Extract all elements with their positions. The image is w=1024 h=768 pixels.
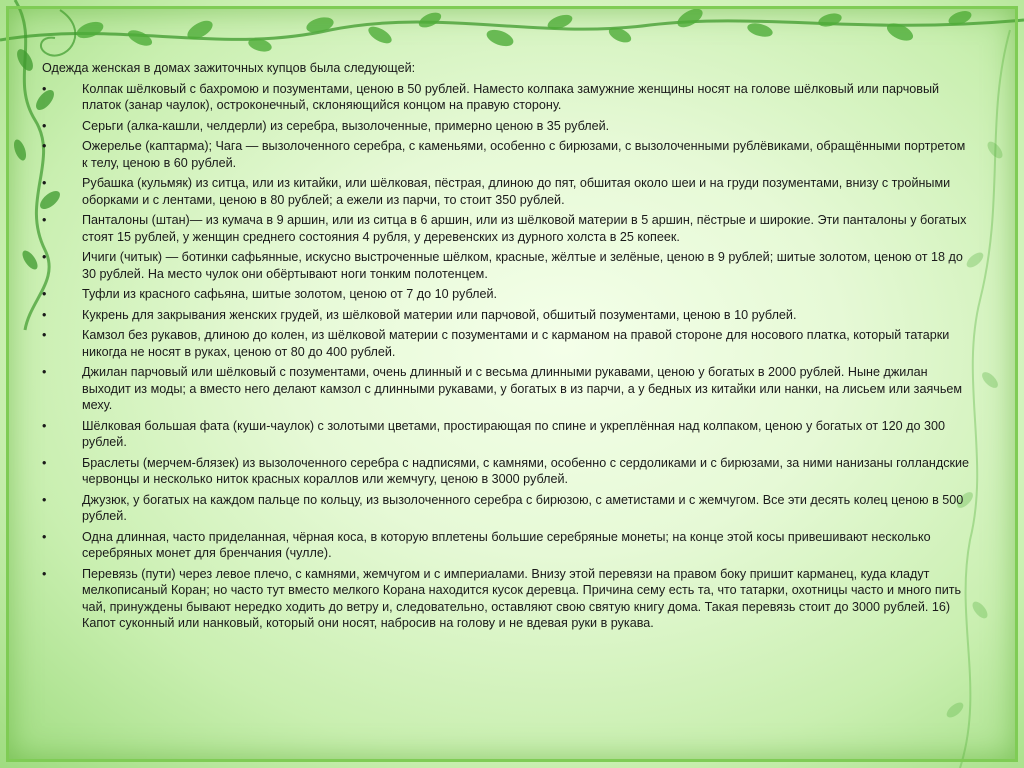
list-item: • Шёлковая большая фата (куши-чаулок) с золотыми цветами, простирающая по спине и укреплённая над колпаком, ценою у богатых от 120 до 300 рублей. — [42, 418, 972, 451]
list-item: • Панталоны (штан)— из кумача в 9 аршин, или из ситца в 6 аршин, или из шёлковой материи в 5 аршин, пёстрые и широкие. Эти панталоны у богатых стоят 15 рублей, у женщин среднего состояния 4 рубля, у деревенских из дурного холста в 25 копеек. — [42, 212, 972, 245]
list-item: • Ичиги (читык) — ботинки сафьянные, искусно выстроченные шёлком, красные, жёлтые и зелёные, ценою в 9 рублей; шитые золотом, ценою от 18 до 30 рублей. На место чулок они обёртывают ноги тонким полотенцем. — [42, 249, 972, 282]
list-item: • Ожерелье (каптарма); Чага — вызолоченного серебра, с каменьями, особенно с бирюзами, с вызолоченными рублёвиками, обращёнными портретом к телу, ценою в 60 рублей. — [42, 138, 972, 171]
list-item: • Перевязь (пути) через левое плечо, с камнями, жемчугом и с империалами. Внизу этой перевязи на правом боку пришит карманец, куда кладут мелкописаный Коран; но часто тут вместо мелкого Корана находится кусок деревца. Причина сему есть та, что татарки, охотницы часто и много пить чай, принуждены бывают нередко ходить до ветру и, следовательно, оставляют свою святую книгу дома. Такая перевязь стоит до 3000 рублей. 16) Капот суконный или нанковый, который они носят, набросив на голову и не вдевая руки в рукава. — [42, 566, 972, 632]
list-item: • Джузюк, у богатых на каждом пальце по кольцу, из вызолоченного серебра с бирюзою, с аметистами и с жемчугом. Все эти десять колец ценою в 500 рублей. — [42, 492, 972, 525]
list-item: • Камзол без рукавов, длиною до колен, из шёлковой материи с позументами и с карманом на правой стороне для носового платка, который татарки никогда не носят в руках, ценою от 80 до 400 рублей. — [42, 327, 972, 360]
item-list — [42, 81, 972, 632]
list-item: • Рубашка (кульмяк) из ситца, или из китайки, или шёлковая, пёстрая, длиною до пят, обшитая около шеи и на груди позументами, внизу с тройными оборками и с лентами, ценою в 80 рублей; а ежели из парчи, то стоит 350 рублей. — [42, 175, 972, 208]
list-item: • Кукрень для закрывания женских грудей, из шёлковой материи или парчовой, обшитый позументами, ценою в 10 рублей. — [42, 307, 972, 324]
list-item: • Туфли из красного сафьяна, шитые золотом, ценою от 7 до 10 рублей. — [42, 286, 972, 303]
intro-text: Одежда женская в домах зажиточных купцов была следующей: — [42, 61, 416, 75]
list-item: • Браслеты (мерчем-блязек) из вызолоченного серебра с надписями, с камнями, особенно с сердоликами и с бирюзами, за ними нанизаны голландские червонцы и несколько ниток красных кораллов или жемчугу, ценою в 3000 рублей. — [42, 455, 972, 488]
list-item: • Серьги (алка-кашли, челдерли) из серебра, вызолоченные, примерно ценою в 35 рублей. — [42, 118, 972, 135]
list-item: • Одна длинная, часто приделанная, чёрная коса, в которую вплетены большие серебряные монеты; на конце этой косы привешивают несколько серебряных монет для бренчания (чулле). — [42, 529, 972, 562]
list-item: • Джилан парчовый или шёлковый с позументами, очень длинный и с весьма длинными рукавами, ценою у богатых в 2000 рублей. Ныне джилан выходит из моды; а вместо него делают камзол с длинными рукавами, у богатых в из парчи, а у бедных из китайки или нанки, на лисьем или заячьем меху. — [42, 364, 972, 414]
text-body — [42, 60, 972, 636]
list-item: • Колпак шёлковый с бахромою и позументами, ценою в 50 рублей. Наместо колпака замужние женщины носят на голове шёлковый или парчовый платок (занар чаулок), остроконечный, склоняющийся концом на правую сторону. — [42, 81, 972, 114]
